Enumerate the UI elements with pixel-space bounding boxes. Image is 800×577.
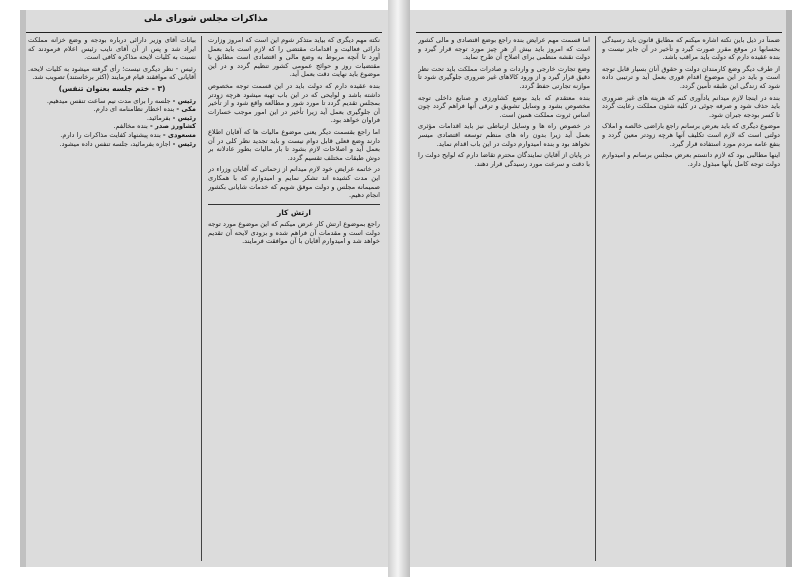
paragraph: در پایان از آقایان نمایندگان محترم تقاضا دارم که لوایح دولت را با دقت و سرعت مورد رسیدگی قرار دهند. [418, 151, 590, 168]
paragraph: در خاتمه عرایض خود لازم میدانم از زحماتی که آقایان وزراء در این مدت کشیده اند تشکر نمایم و امیدوارم که با همکاری صمیمانه مجلس و دولت موفق شویم که خدمات شایانی بکشور انجام دهیم. [208, 165, 380, 200]
paragraph: بنده عقیده دارم که دولت باید در این قسمت توجه مخصوص داشته باشد و لوایحی که در این باب تهیه میشود هرچه زودتر بمجلس تقدیم گردد تا مورد شور و مطالعه واقع شود و از تأخیر آن جلوگیری بعمل آید زیرا تأخیر در این امور موجب خسارات فراوان خواهد بود. [208, 81, 380, 125]
paragraph: ضمناً در ذیل باین نکته اشاره میکنم که مطابق قانون باید رسیدگی بحسابها در موقع مقرر صورت گیرد و تأخیر در آن جایز نیست و بنده عقیده دارم که دولت باید مراقب باشد. [602, 36, 780, 62]
speech: بنده اخطار نظامنامه ای دارم. [93, 105, 175, 114]
left-page [20, 10, 388, 567]
paragraph: بیانات آقای وزیر دارائی درباره بودجه و وضع خزانه مملکت ایراد شد و پس از آن آقای نایب رئیس اعلام فرمودند که نسبت به کلیات لایحه مذاکره کافی است. [28, 36, 196, 62]
dialog-line [28, 131, 196, 140]
paragraph: از طرف دیگر وضع کارمندان دولت و حقوق آنان بسیار قابل توجه است و باید در این موضوع اقدام فوری بعمل آید و ترتیبی داده شود که زندگی این طبقه تأمین گردد. [602, 64, 780, 90]
paragraph: در خصوص راه ها و وسایل ارتباطی نیز باید اقدامات مؤثری بعمل آید زیرا بدون راه های منظم توسعه اقتصادی میسر نخواهد بود و بنده امیدوارم دولت در این باب اقدام نماید. [418, 122, 590, 148]
page-edge-shadow [20, 10, 26, 567]
paragraph: راجع بموضوع ارتش کار عرض میکنم که این موضوع مورد توجه دولت است و مقدمات آن فراهم شده و بزودی لایحه آن تقدیم خواهد شد و امیدوارم آقایان با آن موافقت فرمایند. [208, 220, 380, 246]
speech: بنده پیشنهاد کفایت مذاکرات را دارم. [60, 130, 161, 139]
section-heading: (۳ - ختم جلسه بعنوان تنفس) [58, 83, 166, 93]
paragraph: بنده در اینجا لازم میدانم یادآوری کنم که هزینه های غیر ضروری باید حذف شود و صرفه جوئی در کلیه شئون مملکت رعایت گردد تا کسر بودجه جبران شود. [602, 93, 780, 119]
paragraph: وضع تجارت خارجی و واردات و صادرات مملکت باید تحت نظر دقیق قرار گیرد و از ورود کالاهای غیر ضروری جلوگیری شود تا موازنه تجارتی حفظ گردد. [418, 64, 590, 90]
header-rule [416, 32, 782, 33]
speech: اجازه بفرمائید، جلسه تنفس داده میشود. [59, 139, 171, 148]
section-divider [208, 204, 380, 205]
section-heading: ارتش کار [277, 207, 311, 217]
book-gutter [388, 0, 410, 577]
speaker: مسعودی - [162, 130, 196, 139]
speech: جلسه را برای مدت نیم ساعت تنفس میدهیم. [46, 96, 171, 105]
speaker: رئیس - [172, 139, 196, 148]
dialog-line [28, 114, 196, 123]
dialog-line [28, 122, 196, 131]
paragraph: رئیس - نظر دیگری نیست؛ رأی گرفته میشود به کلیات لایحه. آقایانی که موافقند قیام فرمایند (اکثر برخاستند) تصویب شد. [28, 64, 196, 82]
speaker: رئیس - [172, 96, 196, 105]
speaker: کشاورز صدر - [149, 122, 196, 131]
paragraph: نکته مهم دیگری که بیاید متذکر شوم این است که امروز وزارت دارائی فعالیت و اقدامات مقتضی را که لازم است باید بعمل آورد تا آنچه مربوط به وضع مالی و اقتصادی است مطابق با مقتضیات روز و حوائج عمومی کشور تنظیم گردد و در این موضوع باید نهایت دقت بعمل آید. [208, 36, 380, 79]
speaker: مکی - [176, 105, 196, 114]
paragraph: بنده معتقدم که باید بوضع کشاورزی و صنایع داخلی توجه مخصوص بشود و وسایل تشویق و ترقی آنها فراهم گردد چون اساس ثروت مملکت همین است. [418, 93, 590, 119]
right-page [410, 10, 792, 567]
speech: بفرمائید. [146, 113, 171, 122]
header-rule [26, 32, 382, 33]
page-header: مذاکرات مجلس شورای ملی [143, 14, 268, 24]
right-page-column-left [418, 36, 590, 561]
column-divider [201, 36, 202, 561]
left-page-column-right [208, 36, 380, 561]
speaker: رئیس - [172, 113, 196, 122]
page-edge-shadow [786, 10, 792, 567]
dialog-line [28, 140, 196, 149]
column-divider [595, 36, 596, 561]
left-page-column-left [28, 36, 196, 336]
paragraph: موضوع دیگری که باید بعرض برسانم راجع باراضی خالصه و املاک دولتی است که لازم است تکلیف آنها هرچه زودتر معین گردد و بنفع عامه مردم مورد استفاده قرار گیرد. [602, 122, 780, 148]
dialog-line [28, 97, 196, 106]
speech: بنده مخالفم. [113, 122, 148, 131]
right-page-column-right [602, 36, 780, 561]
paragraph: اما قسمت مهم عرایض بنده راجع بوضع اقتصادی و مالی کشور است که امروز باید بیش از هر چیز مورد توجه قرار گیرد و دولت نقشه منظمی برای اصلاح آن طرح نماید. [418, 36, 590, 62]
paragraph: اینها مطالبی بود که لازم دانستم بعرض مجلس برسانم و امیدوارم دولت توجه کامل بآنها مبذول دارد. [602, 151, 780, 168]
dialog-line [28, 105, 196, 114]
paragraph: اما راجع بقسمت دیگر یعنی موضوع مالیات ها که آقایان اطلاع دارند وضع فعلی قابل دوام نیست و باید تجدید نظر کلی در آن بعمل آید و اصلاحات لازم بشود تا بار مالیات بطور عادلانه بر دوش طبقات مختلف تقسیم گردد. [208, 127, 380, 162]
